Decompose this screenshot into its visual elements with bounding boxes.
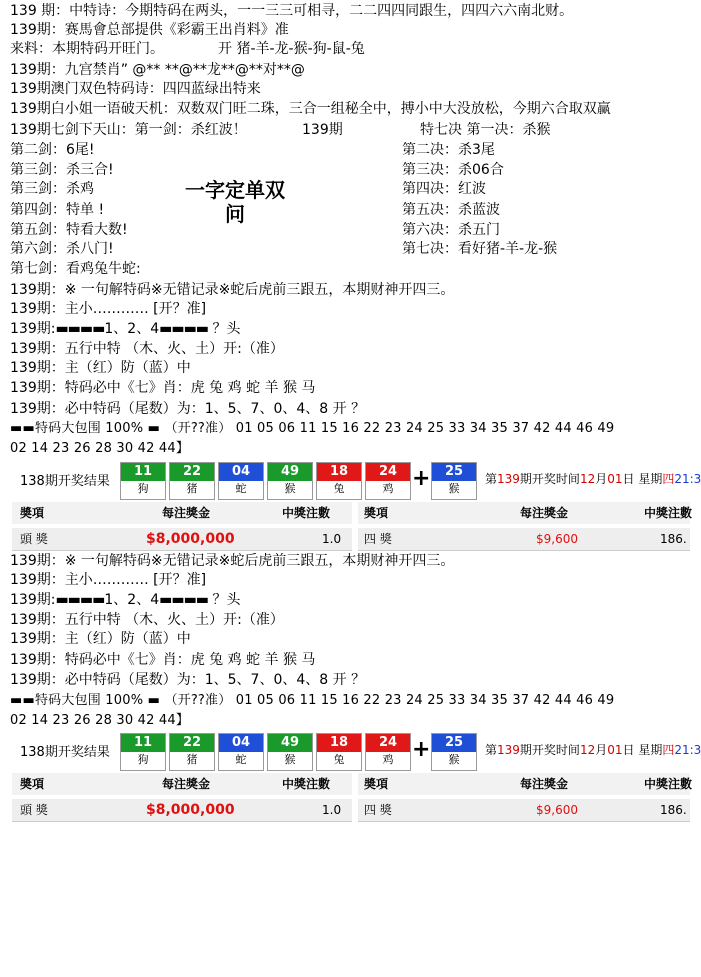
seven-swords-title: 139期七剑下天山：第一剑：杀红波！ (10, 122, 247, 138)
ball-5 (316, 462, 362, 500)
sword-3a: 第三剑：杀三合! (10, 162, 114, 178)
prize-name: 四 獎 (364, 532, 392, 546)
ball-number: 11 (121, 734, 165, 752)
info-text: 期开奖时间 (519, 743, 580, 757)
prize-count: 186. (660, 803, 687, 817)
prize-name: 四 獎 (364, 803, 392, 817)
info-month: 12 (579, 743, 596, 757)
info-period: 139 (497, 743, 520, 757)
ball-number: 22 (170, 463, 214, 481)
ball-zodiac: 兔 (333, 482, 345, 495)
special-range-line (10, 420, 614, 438)
prize-count: 1.0 (322, 532, 342, 546)
header-amount: 每注獎金 (520, 506, 569, 520)
macau-poem-line: 139期澳门双色特码诗：四四蓝绿出特来 (10, 81, 261, 97)
special-range-numbers: （开??准） 01 05 06 11 15 16 22 23 24 25 33 34 35 37 42 44 46 49 (164, 693, 615, 708)
ball-zodiac: 狗 (137, 753, 149, 766)
sword-5: 第五剑：特看大数! (10, 222, 128, 238)
prize-amount: $8,000,000 (146, 802, 235, 818)
ball-number: 49 (268, 463, 312, 481)
header-amount: 每注獎金 (162, 506, 211, 520)
head-digits: 1、2、4 (104, 321, 160, 337)
five-elements-line: 139期：五行中特 （木、火、土）开:（准） (10, 612, 284, 628)
head-line (10, 320, 240, 338)
info-text: 月 (595, 743, 608, 757)
ball-zodiac: 猴 (284, 753, 296, 766)
ball-special (431, 733, 477, 771)
special-range-line (10, 692, 614, 710)
decision-3: 第三决：杀06合 (402, 162, 504, 178)
head-bars-2: ▬▬▬▬ (159, 592, 209, 608)
header-count: 中獎注數 (282, 777, 331, 791)
ball-number: 18 (317, 734, 361, 752)
prize-table-right (358, 502, 693, 554)
info-day: 01 (607, 743, 623, 757)
ball-zodiac: 兔 (333, 753, 345, 766)
ball-number: 25 (432, 463, 476, 481)
head-digits: 1、2、4 (104, 592, 160, 608)
ball-3 (218, 733, 264, 771)
header-count: 中獎注數 (282, 506, 331, 520)
decision-6: 第六决：杀五门 (402, 222, 500, 238)
draw-result-bar (0, 731, 701, 773)
ball-number: 22 (170, 734, 214, 752)
one-line-hint: 139期：※ 一句解特码※无错记录※蛇后虎前三跟五，本期财神开四三。 (10, 553, 455, 569)
ball-3 (218, 462, 264, 500)
prize-row (12, 528, 352, 551)
zodiac-source-line: 139期：赛馬會总部提供《彩霸王出肖料》准 (10, 22, 289, 38)
ball-zodiac: 猪 (186, 482, 198, 495)
info-text: 第 (485, 472, 498, 486)
draw-result-bar (0, 460, 701, 502)
ball-number: 18 (317, 463, 361, 481)
header-item: 奬項 (364, 506, 389, 520)
ball-special (431, 462, 477, 500)
prize-table-left (12, 502, 352, 554)
ball-5 (316, 733, 362, 771)
poem-line: 139 期：中特诗：今期特码在两头，一一三三可相寻，二二四四同跟生，四四六六南北财。 (10, 3, 574, 19)
info-time: 21:3 (674, 743, 701, 757)
info-text: 月 (595, 472, 608, 486)
special-range-line-2: 02 14 23 26 28 30 42 44】 (10, 441, 190, 456)
source-line: 来料：本期特码开旺门。 (10, 41, 164, 57)
prize-table-left (12, 773, 352, 825)
open-zodiacs: 开 猪-羊-龙-猴-狗-鼠-兔 (218, 41, 365, 57)
draw-label: 138期开奖结果 (20, 745, 110, 760)
prize-count: 1.0 (322, 803, 342, 817)
header-count: 中獎注數 (644, 777, 693, 791)
big-title-line-2: 问 (225, 202, 245, 226)
prize-name: 頭 獎 (20, 803, 48, 817)
info-period: 139 (497, 472, 520, 486)
sword-6: 第六剑：杀八门! (10, 241, 114, 257)
ball-1 (120, 733, 166, 771)
five-elements-line: 139期：五行中特 （木、火、土）开:（准） (10, 341, 284, 357)
head-period: 139期: (10, 592, 56, 608)
sword-7: 第七剑：看鸡兔牛蛇: (10, 261, 141, 277)
info-weekday: 四 (662, 472, 675, 486)
info-weekday: 四 (662, 743, 675, 757)
draw-label: 138期开奖结果 (20, 474, 110, 489)
sword-2: 第二剑：6尾! (10, 142, 95, 158)
ball-number: 49 (268, 734, 312, 752)
big-title-line-1: 一字定单双 (185, 178, 285, 202)
tail-number-line: 139期：必中特码（尾数）为：1、5、7、0、4、8 开 ？ (10, 672, 366, 688)
main-small-line: 139期：主小………… [开？准] (10, 301, 207, 317)
ball-number: 04 (219, 734, 263, 752)
ball-1 (120, 462, 166, 500)
prize-header (12, 773, 352, 795)
prize-row (358, 799, 690, 822)
ball-2 (169, 733, 215, 771)
seven-zodiac-line: 139期：特码必中《七》肖：虎 兔 鸡 蛇 羊 猴 马 (10, 652, 316, 668)
ball-zodiac: 蛇 (235, 482, 247, 495)
prize-header (358, 773, 693, 795)
ball-number: 25 (432, 734, 476, 752)
head-question: ？头 (212, 592, 241, 608)
ball-4 (267, 462, 313, 500)
prize-count: 186. (660, 532, 687, 546)
info-text: 日 星期 (622, 472, 663, 486)
ball-number: 24 (366, 463, 410, 481)
head-period: 139期: (10, 321, 56, 337)
ball-zodiac: 狗 (137, 482, 149, 495)
ball-2 (169, 462, 215, 500)
plus-sign: + (412, 737, 431, 762)
one-line-hint: 139期：※ 一句解特码※无错记录※蛇后虎前三跟五，本期财神开四三。 (10, 282, 455, 298)
header-item: 奬項 (20, 506, 45, 520)
prize-amount: $9,600 (536, 532, 578, 546)
ball-number: 24 (366, 734, 410, 752)
ball-zodiac: 鸡 (382, 753, 394, 766)
header-item: 奬項 (20, 777, 45, 791)
ball-zodiac: 猴 (448, 482, 460, 495)
ball-zodiac: 猴 (448, 753, 460, 766)
riddle-line: 139期白小姐一语破天机：双数双门旺二珠，三合一组秘全中，搏小中大没放松，今期六合取双赢 (10, 101, 611, 117)
info-text: 日 星期 (622, 743, 663, 757)
head-bars: ▬▬▬▬ (55, 321, 105, 337)
ball-6 (365, 733, 411, 771)
plus-sign: + (412, 466, 431, 491)
main-small-line: 139期：主小………… [开？准] (10, 572, 207, 588)
ball-zodiac: 猴 (284, 482, 296, 495)
special-range-line-2: 02 14 23 26 28 30 42 44】 (10, 713, 190, 728)
prize-amount: $8,000,000 (146, 531, 235, 547)
ball-number: 04 (219, 463, 263, 481)
tail-number-line: 139期：必中特码（尾数）为：1、5、7、0、4、8 开 ？ (10, 401, 366, 417)
seven-zodiac-line: 139期：特码必中《七》肖：虎 兔 鸡 蛇 羊 猴 马 (10, 380, 316, 396)
info-day: 01 (607, 472, 623, 486)
nine-palace-line: 139期：九宫禁肖” @** **@**龙**@**对**@ (10, 62, 305, 78)
head-bars-2: ▬▬▬▬ (159, 321, 209, 337)
sword-3b: 第三剑：杀鸡 (10, 181, 94, 197)
prize-table-right (358, 773, 693, 825)
prize-header (12, 502, 352, 524)
info-time: 21:3 (674, 472, 701, 486)
seven-decisions-title: 特七决 第一决：杀猴 (420, 122, 551, 138)
special-range-numbers: （开??准） 01 05 06 11 15 16 22 23 24 25 33 34 35 37 42 44 46 49 (164, 421, 615, 436)
head-bars: ▬▬▬▬ (55, 592, 105, 608)
prize-row (12, 799, 352, 822)
period-label: 139期 (302, 122, 343, 138)
prize-name: 頭 獎 (20, 532, 48, 546)
ball-zodiac: 猪 (186, 753, 198, 766)
draw-time-info (485, 470, 701, 487)
prize-row (358, 528, 690, 551)
decision-4: 第四决：红波 (402, 181, 486, 197)
info-month: 12 (579, 472, 596, 486)
big-title (175, 178, 295, 226)
ball-zodiac: 蛇 (235, 753, 247, 766)
decision-7: 第七决：看好猪-羊-龙-猴 (402, 241, 558, 257)
ball-6 (365, 462, 411, 500)
special-range-label: ▬▬特码大包围 100% ▬ (10, 421, 161, 436)
head-line (10, 591, 240, 609)
prize-header (358, 502, 693, 524)
special-range-label: ▬▬特码大包围 100% ▬ (10, 693, 161, 708)
header-amount: 每注獎金 (520, 777, 569, 791)
ball-number: 11 (121, 463, 165, 481)
color-line: 139期：主（红）防（蓝）中 (10, 631, 191, 647)
decision-2: 第二决：杀3尾 (402, 142, 495, 158)
prize-amount: $9,600 (536, 803, 578, 817)
head-question: ？头 (212, 321, 241, 337)
info-text: 期开奖时间 (519, 472, 580, 486)
header-count: 中獎注數 (644, 506, 693, 520)
color-line: 139期：主（红）防（蓝）中 (10, 360, 191, 376)
sword-4: 第四剑：特单 ! (10, 202, 105, 218)
ball-zodiac: 鸡 (382, 482, 394, 495)
header-amount: 每注獎金 (162, 777, 211, 791)
decision-5: 第五决：杀蓝波 (402, 202, 500, 218)
draw-time-info (485, 741, 701, 758)
info-text: 第 (485, 743, 498, 757)
header-item: 奬項 (364, 777, 389, 791)
ball-4 (267, 733, 313, 771)
